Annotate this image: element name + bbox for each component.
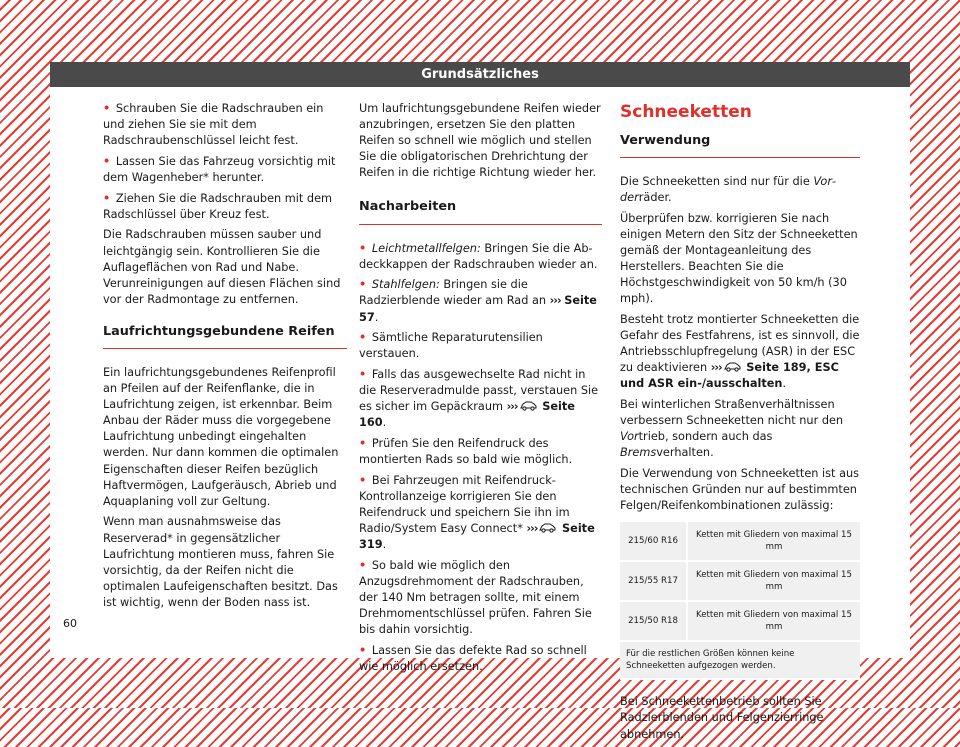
section-title: Schneeketten xyxy=(620,102,752,122)
table-cell-desc: Ketten mit Gliedern von maximal 15 mm xyxy=(687,601,860,641)
table-row xyxy=(620,641,860,679)
car-book-icon xyxy=(724,361,741,372)
paragraph: Überprüfen bzw. korrigieren Sie nach einigen Metern den Sitz der Schneeketten gemäß der Montageanleitung des Herstellers. Beachten Sie die Höchstgeschwindigkeit von 50 km/h (30 mph). xyxy=(620,211,858,306)
bullet-item: • Falls das ausgewechselte Rad nicht in die Reserveradmulde passt, verstauen Sie es sicher im Gepäckraum ››› Seite 160. xyxy=(359,368,599,430)
table-cell-size: 215/60 R16 xyxy=(620,522,687,561)
bullet-item: • Lassen Sie das Fahrzeug vorsichtig mit dem Wagenheber* herunter. xyxy=(103,154,336,184)
bullet-item: • Leichtmetallfelgen: Bringen Sie die Abdeckkappen der Radschrauben wieder an. xyxy=(359,241,598,271)
bullet-item: • Prüfen Sie den Reifendruck des montierten Rads so bald wie möglich. xyxy=(359,436,573,467)
table-cell-size: 215/50 R18 xyxy=(620,601,687,641)
bullet-dot-icon: • xyxy=(359,643,367,657)
bullet-dot-icon: • xyxy=(359,331,367,345)
paragraph: Um laufrichtungsgebundene Reifen wieder anzubringen, ersetzen Sie den platten Reifen so schnell wie möglich und stellen Sie die obligatorischen Drehrichtung der Reifen in die richtige Richtung wieder her. xyxy=(359,102,601,180)
section-heading: Nacharbeiten xyxy=(359,199,602,224)
snow-chain-table xyxy=(620,522,860,680)
bullet-dot-icon: • xyxy=(359,436,367,450)
page-reference-link[interactable]: Seite 319 xyxy=(359,522,595,552)
reference-arrows-icon: ››› xyxy=(506,400,518,414)
bullet-item: • Sämtliche Reparaturutensilien verstauen. xyxy=(359,331,543,361)
section-heading: Laufrichtungsgebundene Reifen xyxy=(103,324,347,349)
section-heading: Verwendung xyxy=(620,133,860,158)
paragraph: Die Verwendung von Schneeketten ist aus technischen Gründen nur auf bestimmten Felgen/Reifenkombinationen zulässig: xyxy=(620,467,860,513)
bullet-item: • So bald wie möglich den Anzugsdrehmoment der Radschrauben, der 140 Nm betragen sollte, mit einem Drehmomentschlüssel prüfen. Fahren Sie bis dahin vorsichtig. xyxy=(359,558,592,637)
table-cell-desc: Ketten mit Gliedern von maximal 15 mm xyxy=(687,522,860,561)
bullet-dot-icon: • xyxy=(359,241,367,255)
car-book-icon xyxy=(520,400,537,411)
paragraph: Die Radschrauben müssen sauber und leichtgängig sein. Kontrollieren Sie die Auflageflächen von Rad und Nabe. Verunreinigungen auf diesen Flächen sind vor der Radmontage zu entfernen. xyxy=(103,228,341,306)
paragraph: Ein laufrichtungsgebundenes Reifenprofil an Pfeilen auf der Reifenflanke, die in Laufrichtung zeigen, ist erkennbar. Beim Anbau der Räder muss die vorgegebene Laufrichtung unbedingt eingehalten werden. Nur dann kommen die optimalen Eigenschaften dieser Reifen bezüglich Haftvermögen, Laufgeräusch, Abrieb und Aquaplaning voll zur Geltung. xyxy=(103,366,339,508)
bullet-dot-icon: • xyxy=(103,154,111,168)
column-left xyxy=(103,101,347,616)
paragraph: Wenn man ausnahmsweise das Reserverad* in gegensätzlicher Laufrichtung montieren muss, fahren Sie vorsichtig, da der Reifen nicht die optimalen Laufeigenschaften besitzt. Das ist wichtig, wenn der Boden nass ist. xyxy=(103,515,338,609)
table-row xyxy=(620,601,860,641)
bullet-dot-icon: • xyxy=(359,368,367,381)
bullet-item: • Stahlfelgen: Bringen sie die Radzierblende wieder am Rad an ››› Seite 57. xyxy=(359,278,597,324)
table-cell-desc: Ketten mit Gliedern von maximal 15 mm xyxy=(687,561,860,601)
reference-arrows-icon: ››› xyxy=(549,294,561,308)
table-row xyxy=(620,561,860,601)
paragraph: Die Schneeketten sind nur für die Vorderräder. xyxy=(620,175,837,205)
bullet-dot-icon: • xyxy=(359,558,367,572)
bullet-dot-icon: • xyxy=(359,473,367,487)
bullet-item: • Schrauben Sie die Radschrauben ein und ziehen Sie sie mit dem Radschraubenschlüssel leicht fest. xyxy=(103,102,324,148)
page-reference-link[interactable]: Seite 160 xyxy=(359,400,575,430)
header-title: Grundsätzliches xyxy=(421,67,539,82)
bullet-dot-icon: • xyxy=(103,102,111,115)
paragraph: Besteht trotz montierter Schneeketten die Gefahr des Festfahrens, ist es sinnvoll, die Antriebsschlupfregelung (ASR) in der ESC zu deaktivieren ››› Seite 189, ESC und ASR ein-/ausschalten. xyxy=(620,313,860,391)
reference-arrows-icon: ››› xyxy=(526,522,538,536)
page-header xyxy=(50,62,910,87)
table-row xyxy=(620,522,860,561)
bullet-dot-icon: • xyxy=(359,278,367,292)
page-reference-link[interactable]: Seite 57 xyxy=(359,294,597,324)
bullet-item: • Lassen Sie das defekte Rad so schnell wie möglich ersetzen. xyxy=(359,643,587,673)
page-reference-link[interactable]: Seite 189, ESC und ASR ein-/ausschalten xyxy=(620,361,839,391)
bullet-item: • Ziehen Sie die Radschrauben mit dem Radschlüssel über Kreuz fest. xyxy=(103,191,333,221)
page-number: 60 xyxy=(63,617,77,630)
bullet-item: • Bei Fahrzeugen mit Reifendruck-Kontrollanzeige korrigieren Sie den Reifendruck und speichern Sie ihn im Radio/System Easy Connect* ››› Seite 319. xyxy=(359,473,595,552)
table-cell-size: 215/55 R17 xyxy=(620,561,687,601)
column-right xyxy=(620,101,860,747)
bullet-dot-icon: • xyxy=(103,191,111,205)
reference-arrows-icon: ››› xyxy=(710,361,722,375)
paragraph: Bei Schneekettenbetrieb sollten Sie Radzierblenden und Felgenzierringe abnehmen. xyxy=(620,695,824,741)
column-middle xyxy=(359,101,602,680)
paragraph: Bei winterlichen Straßenverhältnissen verbessern Schneeketten nicht nur den Vortrieb, sondern auch das Bremsverhalten. xyxy=(620,398,844,460)
table-note: Für die restlichen Größen können keine Schneeketten aufgezogen werden. xyxy=(620,641,860,679)
car-book-icon xyxy=(539,522,556,533)
